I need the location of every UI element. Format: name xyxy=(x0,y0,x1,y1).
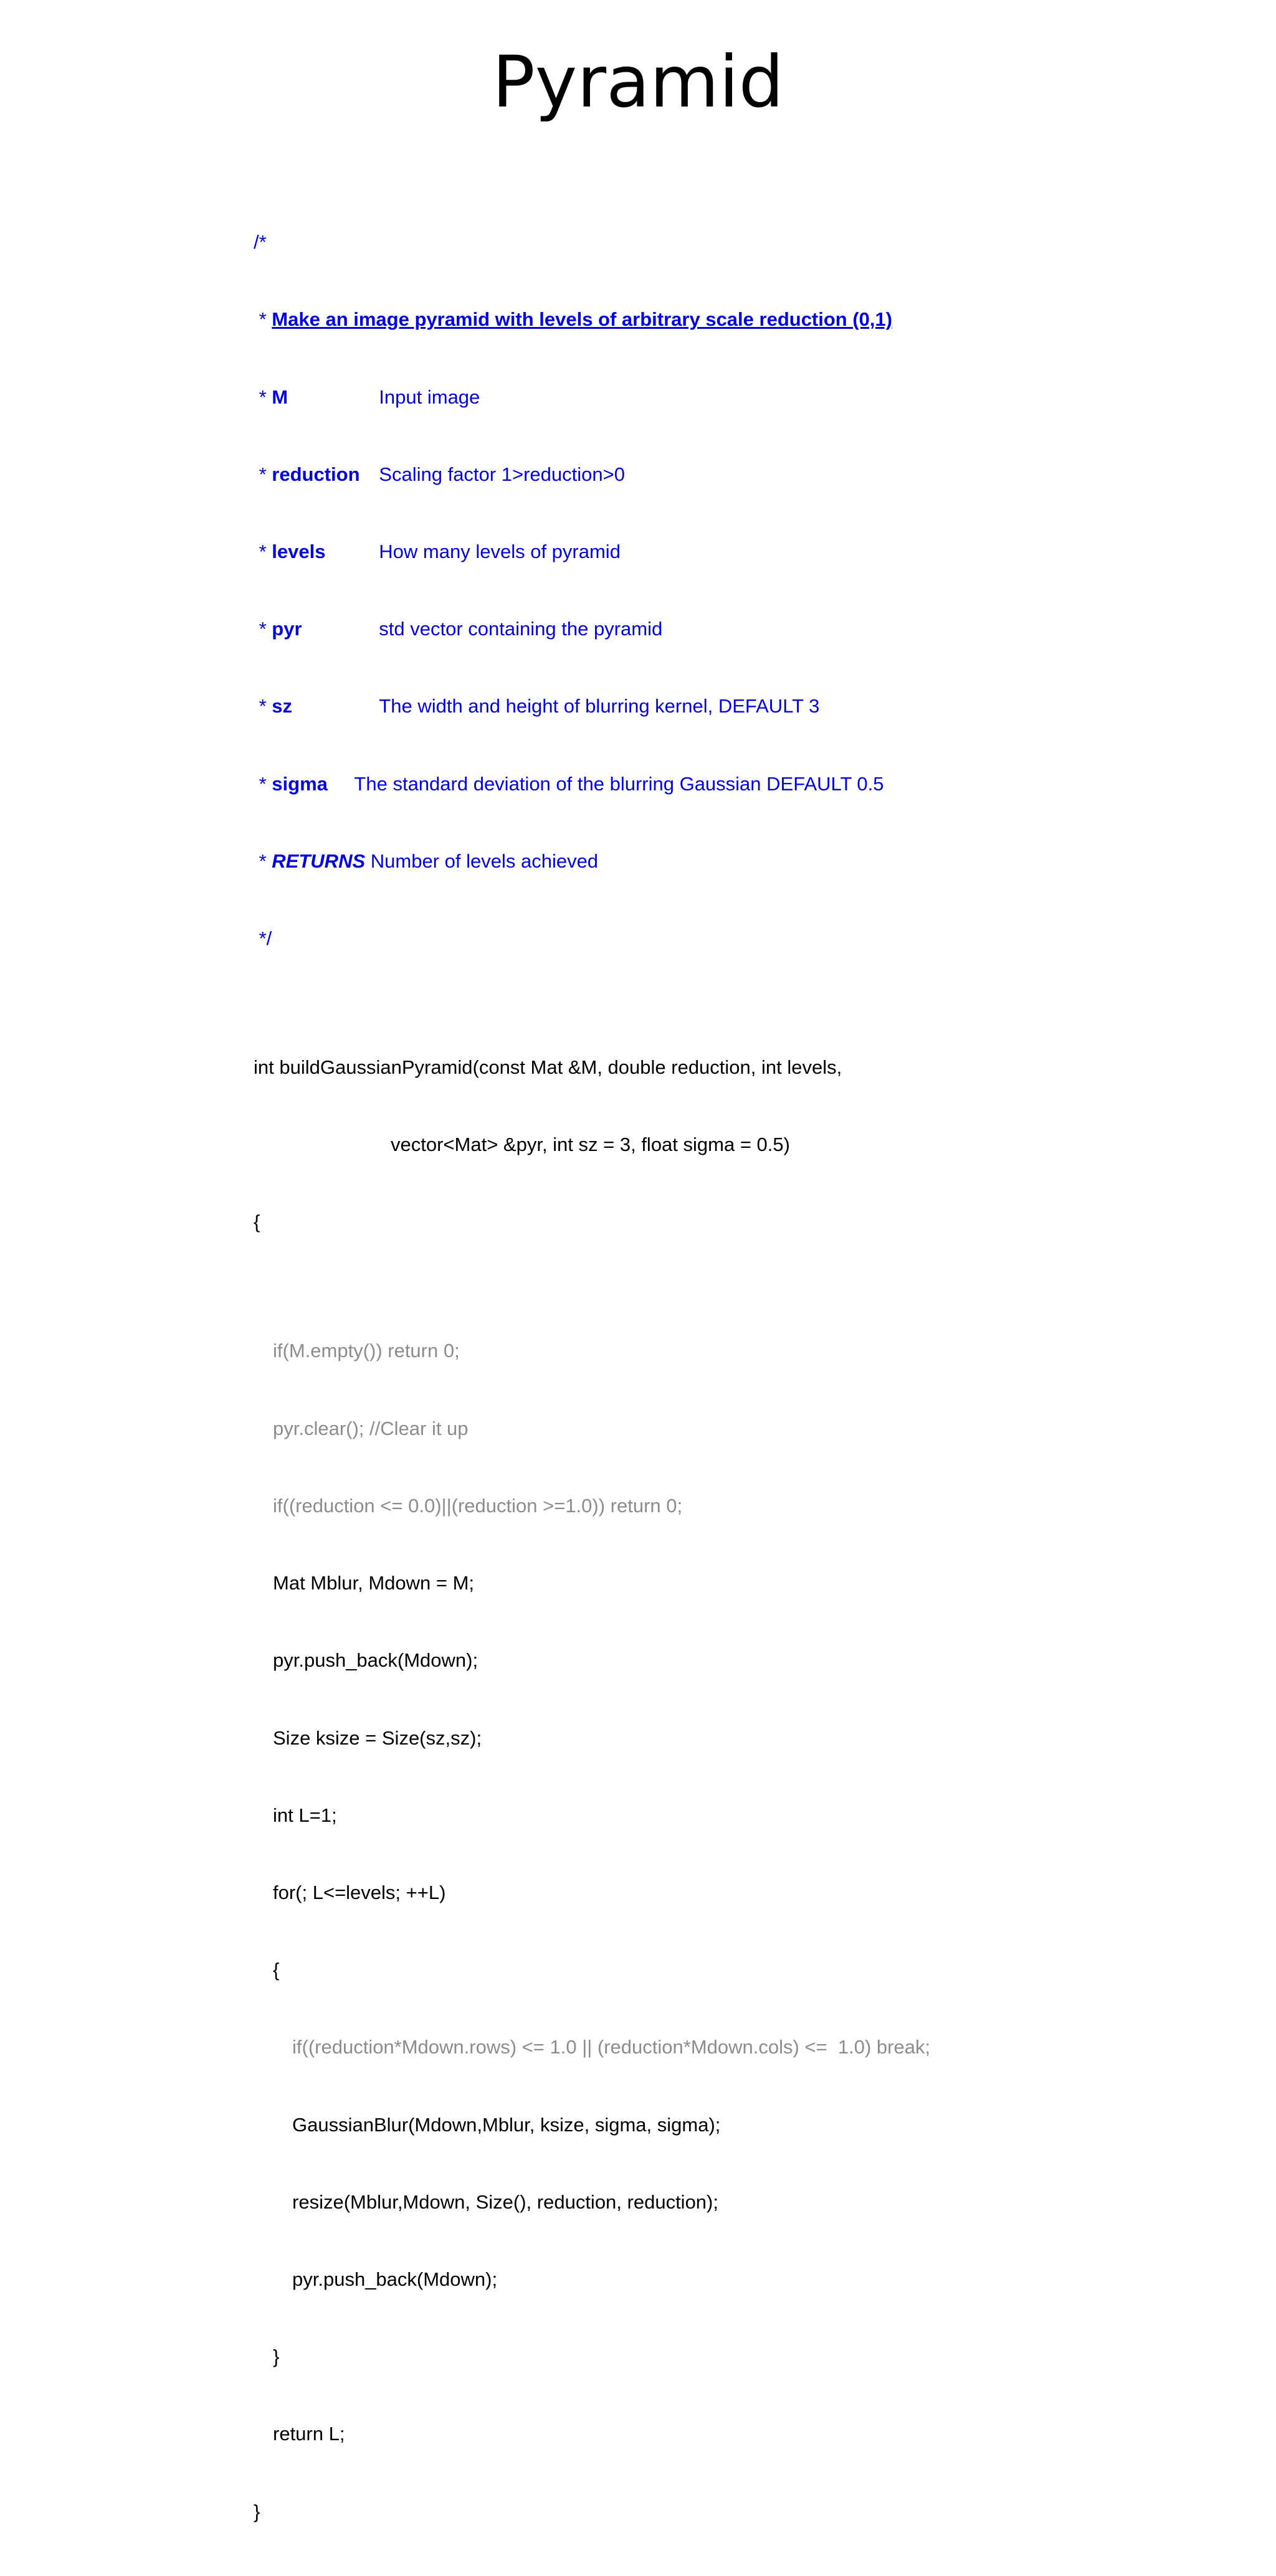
code-line: pyr.clear(); //Clear it up xyxy=(273,1417,469,1439)
open-brace: { xyxy=(254,1211,260,1233)
param-line-reduction xyxy=(254,462,930,487)
comment-star: * xyxy=(254,541,272,563)
comment-star: * xyxy=(254,463,272,485)
comment-headline: Make an image pyramid with levels of arbitrary scale reduction (0,1) xyxy=(272,308,893,331)
param-name-sigma: sigma xyxy=(272,772,328,795)
code-line: pyr.push_back(Mdown); xyxy=(292,2268,498,2290)
code-line: return L; xyxy=(273,2423,345,2445)
comment-star: * xyxy=(254,618,272,640)
slide-title: Pyramid xyxy=(492,40,784,123)
comment-star: * xyxy=(254,386,272,408)
comment-star: * xyxy=(254,772,272,795)
comment-headline-line xyxy=(254,306,930,332)
comment-star: * xyxy=(254,695,272,717)
signature-line-2: vector<Mat> &pyr, int sz = 3, float sigma = 0.5) xyxy=(391,1134,790,1156)
param-line-sigma xyxy=(254,771,930,797)
param-desc-levels: How many levels of pyramid xyxy=(379,541,621,563)
code-line: Mat Mblur, Mdown = M; xyxy=(273,1572,475,1594)
close-brace: } xyxy=(254,2500,260,2522)
param-desc-sigma: The standard deviation of the blurring Gaussian DEFAULT 0.5 xyxy=(354,772,884,795)
code-line: Size ksize = Size(sz,sz); xyxy=(273,1726,482,1749)
param-desc-pyr: std vector containing the pyramid xyxy=(379,618,663,640)
param-line-levels xyxy=(254,539,930,564)
param-name-levels: levels xyxy=(272,541,326,563)
param-name-sz: sz xyxy=(272,695,293,717)
param-line-sz xyxy=(254,693,930,719)
param-desc-m: Input image xyxy=(379,386,480,408)
param-line-pyr xyxy=(254,616,930,642)
returns-label: RETURNS xyxy=(272,850,366,872)
code-line: for(; L<=levels; ++L) xyxy=(273,1881,446,1903)
param-name-pyr: pyr xyxy=(272,618,302,640)
returns-desc: Number of levels achieved xyxy=(365,850,599,872)
param-gap xyxy=(328,773,355,795)
code-line: } xyxy=(273,2346,280,2368)
returns-line xyxy=(254,848,930,874)
code-line: int L=1; xyxy=(273,1804,337,1826)
code-block xyxy=(254,152,930,2576)
param-name-m: M xyxy=(272,386,288,408)
param-desc-sz: The width and height of blurring kernel, DEFAULT 3 xyxy=(379,695,820,717)
comment-close: */ xyxy=(254,927,272,950)
signature-line-1: int buildGaussianPyramid(const Mat &M, double reduction, int levels, xyxy=(254,1056,842,1079)
comment-open: /* xyxy=(254,231,267,253)
code-line: pyr.push_back(Mdown); xyxy=(273,1649,478,1672)
code-line: if(M.empty()) return 0; xyxy=(273,1340,460,1362)
code-line: GaussianBlur(Mdown,Mblur, ksize, sigma, sigma); xyxy=(292,2113,721,2136)
code-line: if((reduction <= 0.0)||(reduction >=1.0)) return 0; xyxy=(273,1494,683,1517)
param-desc-reduction: Scaling factor 1>reduction>0 xyxy=(379,463,625,485)
param-line-m xyxy=(254,384,930,410)
code-line: if((reduction*Mdown.rows) <= 1.0 || (reduction*Mdown.cols) <= 1.0) break; xyxy=(292,2036,931,2058)
comment-star: * xyxy=(254,308,272,331)
code-line: { xyxy=(273,1959,280,1981)
comment-star: * xyxy=(254,850,272,872)
code-line: resize(Mblur,Mdown, Size(), reduction, reduction); xyxy=(292,2190,718,2213)
param-name-reduction: reduction xyxy=(272,463,360,485)
